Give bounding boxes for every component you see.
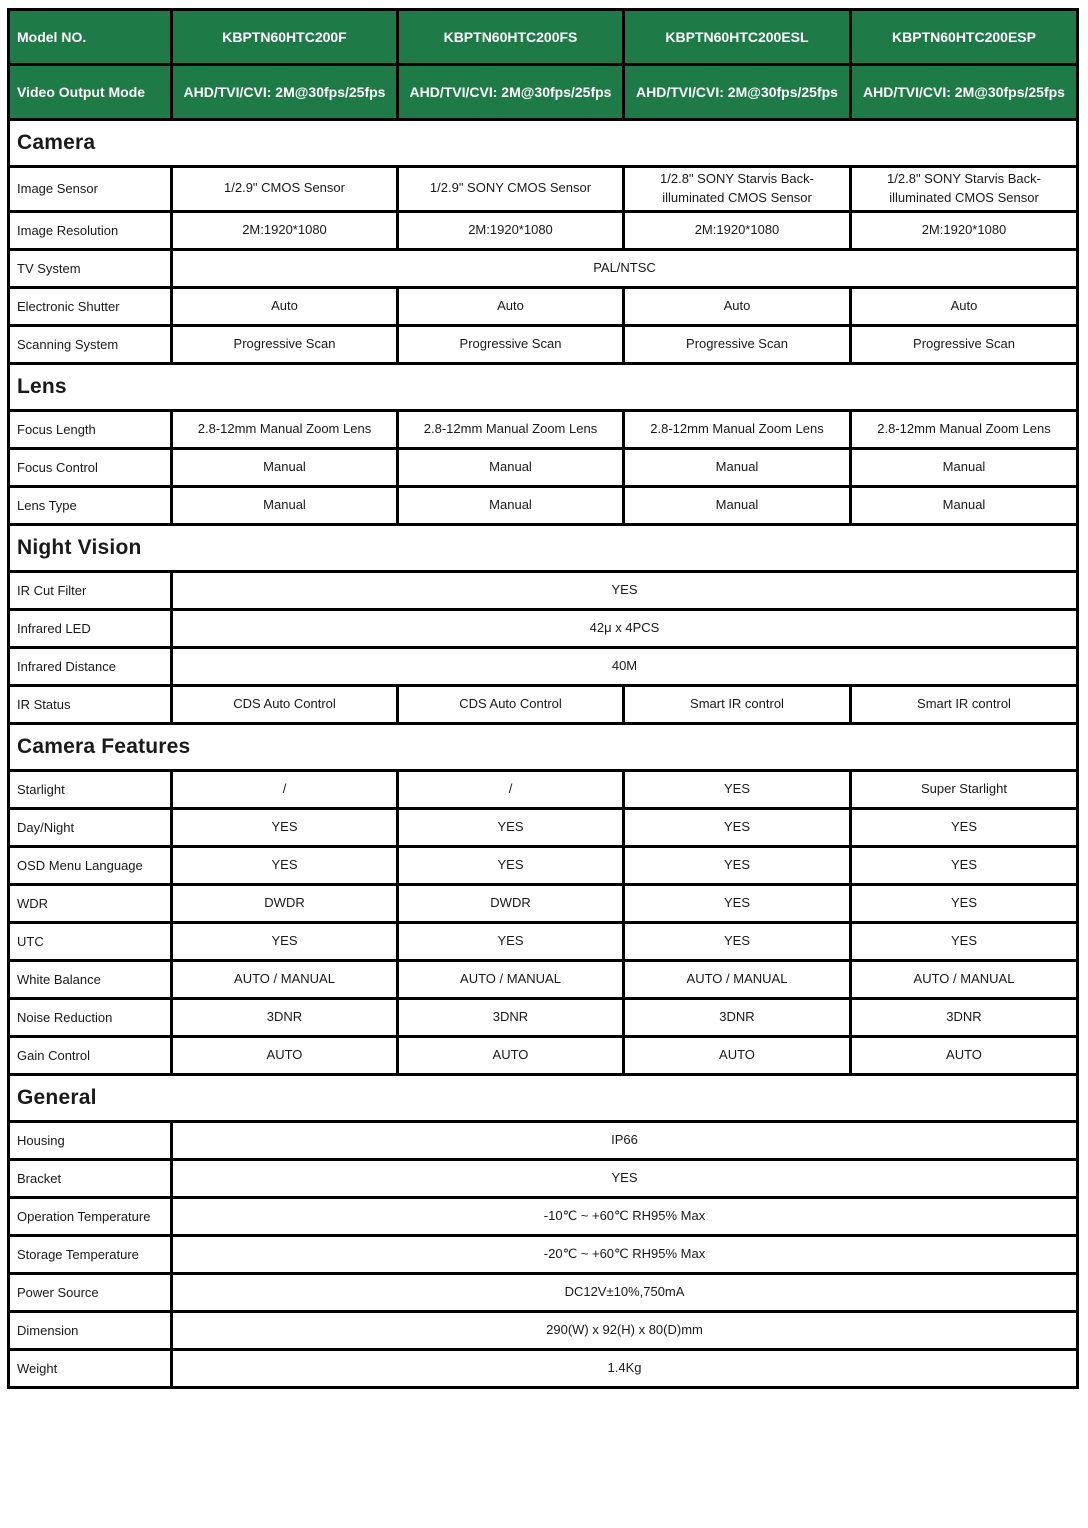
spec-value: Progressive Scan [172,325,398,363]
spec-value: Manual [398,448,624,486]
row-label: Storage Temperature [9,1235,172,1273]
spec-row [9,486,1078,524]
row-label: Noise Reduction [9,998,172,1036]
section-title-lens: Lens [9,363,1078,410]
spec-row [9,808,1078,846]
spec-value: YES [398,922,624,960]
spec-row [9,448,1078,486]
row-label: Focus Control [9,448,172,486]
spec-value: Auto [851,287,1078,325]
row-label: White Balance [9,960,172,998]
row-label: Dimension [9,1311,172,1349]
spec-value: YES [851,808,1078,846]
spec-value: 1/2.8" SONY Starvis Back-illuminated CMOS Sensor [851,167,1078,212]
spec-value: YES [624,770,851,808]
section-title-general: General [9,1074,1078,1121]
spec-value: AUTO / MANUAL [398,960,624,998]
model-header-row [9,10,1078,65]
row-label: Power Source [9,1273,172,1311]
spec-value: 2M:1920*1080 [624,211,851,249]
video-output-value: AHD/TVI/CVI: 2M@30fps/25fps [398,65,624,120]
section-row-camera-features [9,723,1078,770]
spec-row [9,998,1078,1036]
video-output-row [9,65,1078,120]
spec-value: Manual [398,486,624,524]
spec-row [9,609,1078,647]
spec-value: Manual [851,486,1078,524]
section-row-camera [9,120,1078,167]
spec-value: Progressive Scan [398,325,624,363]
spec-value: 2.8-12mm Manual Zoom Lens [172,410,398,448]
spec-value: DWDR [398,884,624,922]
row-label: Operation Temperature [9,1197,172,1235]
spec-value: / [172,770,398,808]
row-label: Gain Control [9,1036,172,1074]
row-label: IR Cut Filter [9,571,172,609]
spec-value: AUTO / MANUAL [172,960,398,998]
spec-row [9,770,1078,808]
spec-value: DC12V±10%,750mA [172,1273,1078,1311]
spec-row [9,571,1078,609]
spec-row [9,249,1078,287]
spec-value: 2.8-12mm Manual Zoom Lens [398,410,624,448]
spec-row [9,1273,1078,1311]
spec-value: PAL/NTSC [172,249,1078,287]
row-label: Weight [9,1349,172,1387]
spec-value: 1.4Kg [172,1349,1078,1387]
row-label: Infrared Distance [9,647,172,685]
spec-value: 3DNR [398,998,624,1036]
spec-value: AUTO [851,1036,1078,1074]
section-row-night-vision [9,524,1078,571]
spec-value: CDS Auto Control [398,685,624,723]
spec-row [9,647,1078,685]
row-label: Infrared LED [9,609,172,647]
spec-value: -20℃ ~ +60℃ RH95% Max [172,1235,1078,1273]
row-label: OSD Menu Language [9,846,172,884]
spec-table [7,8,1079,1389]
model-name: KBPTN60HTC200ESP [851,10,1078,65]
spec-value: YES [624,922,851,960]
spec-value: Progressive Scan [624,325,851,363]
spec-value: 1/2.9" SONY CMOS Sensor [398,167,624,212]
spec-value: AUTO / MANUAL [851,960,1078,998]
spec-value: YES [624,846,851,884]
spec-value: YES [172,1159,1078,1197]
spec-value: IP66 [172,1121,1078,1159]
spec-value: / [398,770,624,808]
spec-row [9,1197,1078,1235]
spec-value: 1/2.9" CMOS Sensor [172,167,398,212]
spec-value: YES [398,846,624,884]
spec-value: 3DNR [172,998,398,1036]
row-label: TV System [9,249,172,287]
spec-value: AUTO [398,1036,624,1074]
spec-value: Manual [624,486,851,524]
spec-row [9,167,1078,212]
row-label: Starlight [9,770,172,808]
spec-value: 290(W) x 92(H) x 80(D)mm [172,1311,1078,1349]
spec-value: AUTO [624,1036,851,1074]
spec-value: 2M:1920*1080 [398,211,624,249]
section-title-camera-features: Camera Features [9,723,1078,770]
spec-value: Manual [172,448,398,486]
spec-value: 3DNR [624,998,851,1036]
model-name: KBPTN60HTC200FS [398,10,624,65]
spec-value: 2M:1920*1080 [851,211,1078,249]
row-label: WDR [9,884,172,922]
row-label: Day/Night [9,808,172,846]
row-label: Lens Type [9,486,172,524]
row-label: Image Resolution [9,211,172,249]
spec-value: Manual [172,486,398,524]
spec-value: 2.8-12mm Manual Zoom Lens [624,410,851,448]
spec-row [9,325,1078,363]
spec-row [9,1036,1078,1074]
section-title-camera: Camera [9,120,1078,167]
row-label: Focus Length [9,410,172,448]
row-label: IR Status [9,685,172,723]
spec-value: Auto [398,287,624,325]
spec-row [9,1235,1078,1273]
spec-row [9,1349,1078,1387]
row-label: Scanning System [9,325,172,363]
spec-value: Manual [851,448,1078,486]
spec-value: 40M [172,647,1078,685]
spec-row [9,287,1078,325]
spec-row [9,1311,1078,1349]
spec-value: 2.8-12mm Manual Zoom Lens [851,410,1078,448]
spec-value: AUTO / MANUAL [624,960,851,998]
spec-value: YES [624,884,851,922]
video-output-value: AHD/TVI/CVI: 2M@30fps/25fps [172,65,398,120]
spec-row [9,922,1078,960]
spec-value: Super Starlight [851,770,1078,808]
model-name: KBPTN60HTC200F [172,10,398,65]
spec-value: YES [172,922,398,960]
spec-value: YES [172,808,398,846]
spec-value: Smart IR control [624,685,851,723]
spec-value: Manual [624,448,851,486]
row-label: Image Sensor [9,167,172,212]
spec-row [9,1159,1078,1197]
spec-value: YES [624,808,851,846]
row-label: UTC [9,922,172,960]
spec-row [9,211,1078,249]
model-no-label: Model NO. [9,10,172,65]
row-label: Housing [9,1121,172,1159]
spec-value: 2M:1920*1080 [172,211,398,249]
video-output-value: AHD/TVI/CVI: 2M@30fps/25fps [624,65,851,120]
spec-value: YES [851,884,1078,922]
spec-value: 42μ x 4PCS [172,609,1078,647]
row-label: Bracket [9,1159,172,1197]
section-title-night-vision: Night Vision [9,524,1078,571]
spec-value: -10℃ ~ +60℃ RH95% Max [172,1197,1078,1235]
spec-row [9,846,1078,884]
spec-row [9,960,1078,998]
video-output-value: AHD/TVI/CVI: 2M@30fps/25fps [851,65,1078,120]
spec-value: Auto [172,287,398,325]
spec-value: YES [851,846,1078,884]
spec-value: AUTO [172,1036,398,1074]
spec-row [9,410,1078,448]
spec-value: CDS Auto Control [172,685,398,723]
spec-value: Progressive Scan [851,325,1078,363]
spec-value: Auto [624,287,851,325]
section-row-lens [9,363,1078,410]
spec-value: YES [851,922,1078,960]
spec-value: YES [172,846,398,884]
section-row-general [9,1074,1078,1121]
model-name: KBPTN60HTC200ESL [624,10,851,65]
row-label: Electronic Shutter [9,287,172,325]
spec-row [9,685,1078,723]
spec-value: YES [398,808,624,846]
spec-value: 1/2.8" SONY Starvis Back-illuminated CMOS Sensor [624,167,851,212]
spec-value: DWDR [172,884,398,922]
spec-value: 3DNR [851,998,1078,1036]
spec-row [9,884,1078,922]
spec-value: YES [172,571,1078,609]
spec-row [9,1121,1078,1159]
spec-value: Smart IR control [851,685,1078,723]
video-output-label: Video Output Mode [9,65,172,120]
